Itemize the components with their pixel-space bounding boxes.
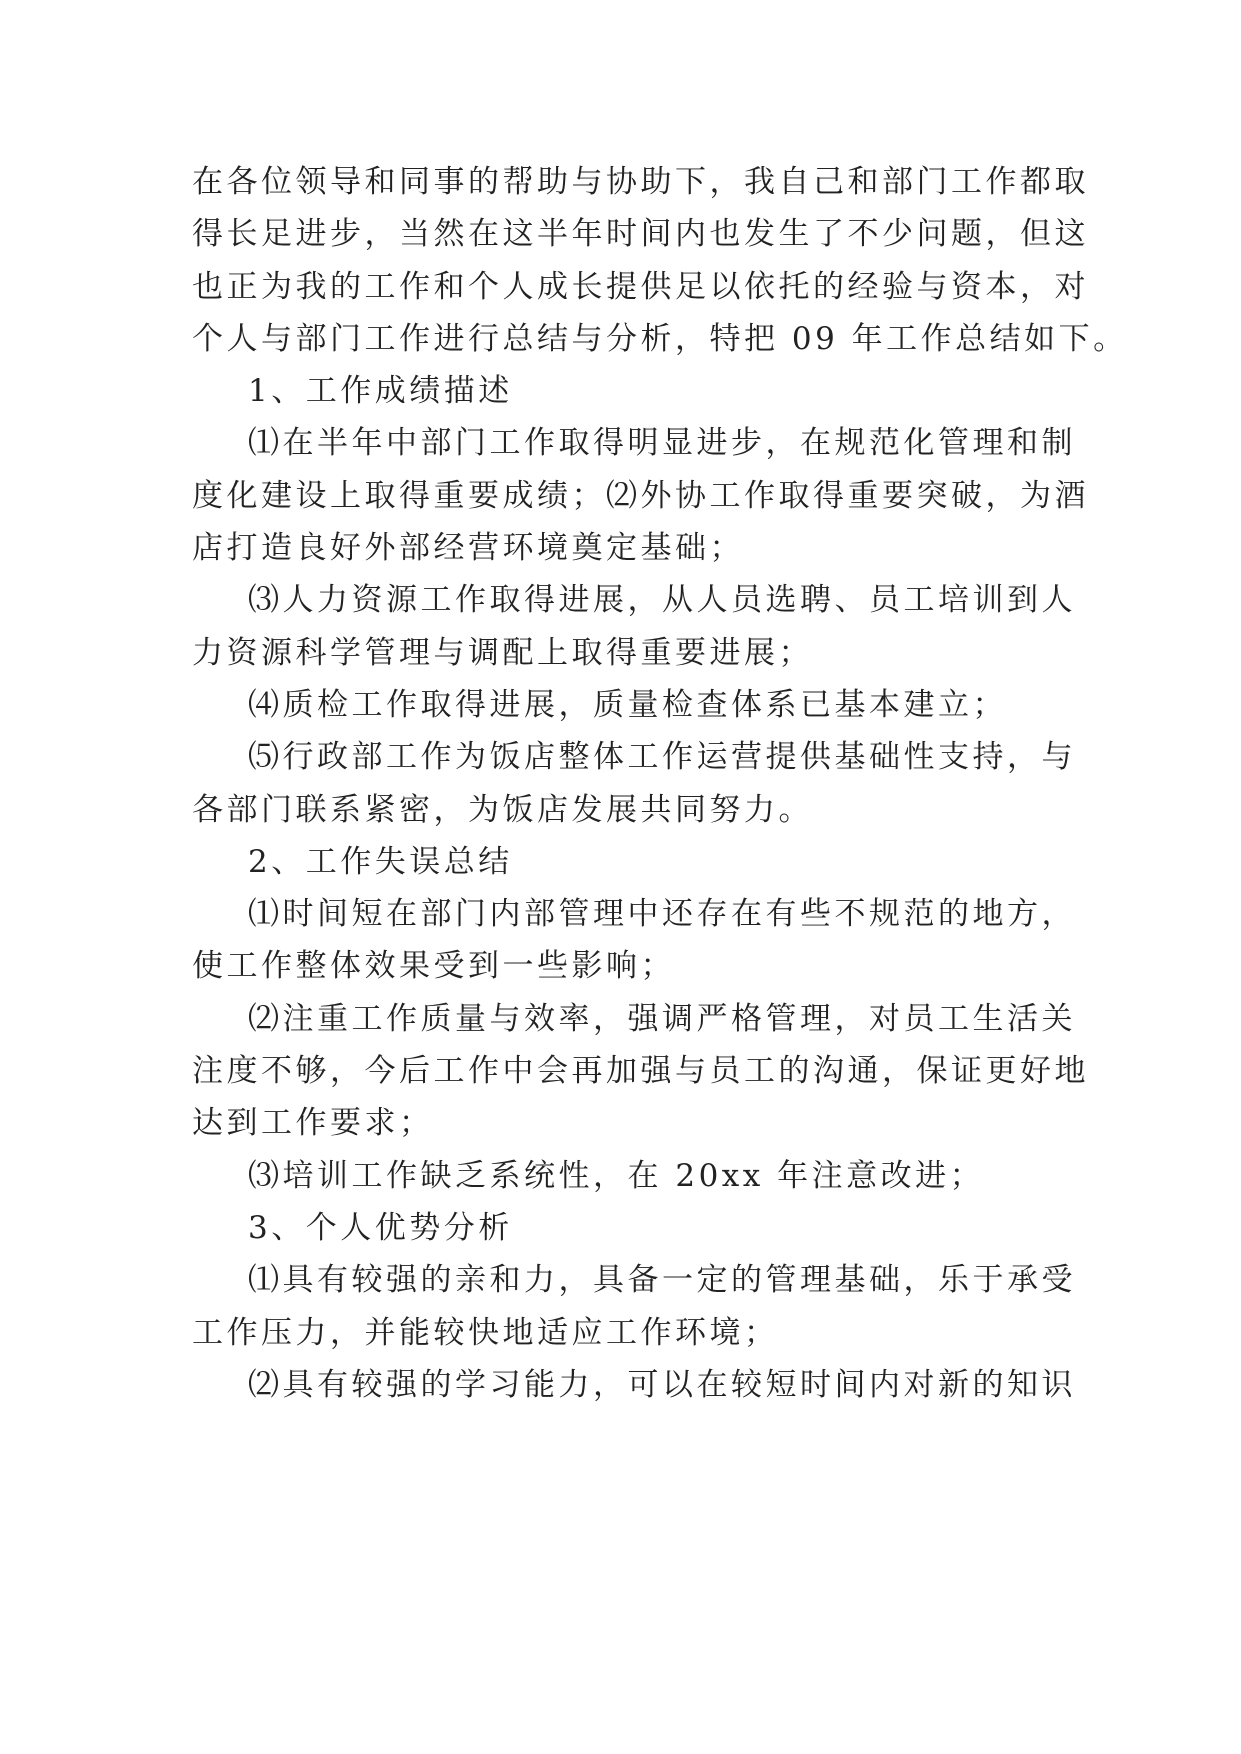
list-item <box>192 1359 1076 1411</box>
text-line: 个人与部门工作进行总结与分析，特把 09 年工作总结如下。 <box>192 320 1128 357</box>
text-line: ⑷质检工作取得进展，质量检查体系已基本建立； <box>248 686 1007 723</box>
list-item <box>192 1150 1062 1202</box>
intro-paragraph <box>192 156 1128 365</box>
section-heading <box>192 836 1062 888</box>
text-line: 度化建设上取得重要成绩；⑵外协工作取得重要突破，为酒 <box>192 477 1089 514</box>
text-line: ⑸行政部工作为饭店整体工作运营提供基础性支持，与 <box>248 739 1076 776</box>
list-item <box>192 731 1076 836</box>
text-line: 各部门联系紧密，为饭店发展共同努力。 <box>192 791 813 828</box>
text-line: ⑴时间短在部门内部管理中还存在有些不规范的地方， <box>248 896 1076 933</box>
section-2-heading: 2、工作失误总结 <box>248 843 513 880</box>
text-line: 达到工作要求； <box>192 1105 434 1142</box>
list-item <box>192 574 1076 679</box>
section-heading <box>192 365 1062 417</box>
text-line: 工作压力，并能较快地适应工作环境； <box>192 1314 779 1351</box>
text-line: ⑴在半年中部门工作取得明显进步，在规范化管理和制 <box>248 425 1076 462</box>
section-heading <box>192 1202 1062 1254</box>
text-line: 得长足进步，当然在这半年时间内也发生了不少问题，但这 <box>192 216 1089 253</box>
list-item <box>192 888 1076 993</box>
list-item <box>192 1254 1076 1359</box>
text-line: ⑵具有较强的学习能力，可以在较短时间内对新的知识 <box>248 1366 1076 1403</box>
text-line: ⑶培训工作缺乏系统性，在 20xx 年注意改进； <box>248 1157 985 1194</box>
list-item <box>192 993 1089 1150</box>
text-line: 力资源科学管理与调配上取得重要进展； <box>192 634 813 671</box>
text-line: 也正为我的工作和个人成长提供足以依托的经验与资本，对 <box>192 268 1089 305</box>
text-line: ⑵注重工作质量与效率，强调严格管理，对员工生活关 <box>248 1000 1076 1037</box>
section-3-heading: 3、个人优势分析 <box>248 1209 513 1246</box>
document-body <box>192 156 1128 1411</box>
text-line: 在各位领导和同事的帮助与协助下，我自己和部门工作都取 <box>192 164 1089 200</box>
text-line: 注度不够，今后工作中会再加强与员工的沟通，保证更好地 <box>192 1053 1089 1090</box>
list-item <box>192 679 1062 731</box>
text-line: ⑶人力资源工作取得进展，从人员选聘、员工培训到人 <box>248 582 1076 619</box>
section-1-heading: 1、工作成绩描述 <box>248 373 513 410</box>
text-line: ⑴具有较强的亲和力，具备一定的管理基础，乐于承受 <box>248 1262 1076 1299</box>
text-line: 店打造良好外部经营环境奠定基础； <box>192 530 744 567</box>
text-line: 使工作整体效果受到一些影响； <box>192 948 675 985</box>
list-item <box>192 417 1089 574</box>
